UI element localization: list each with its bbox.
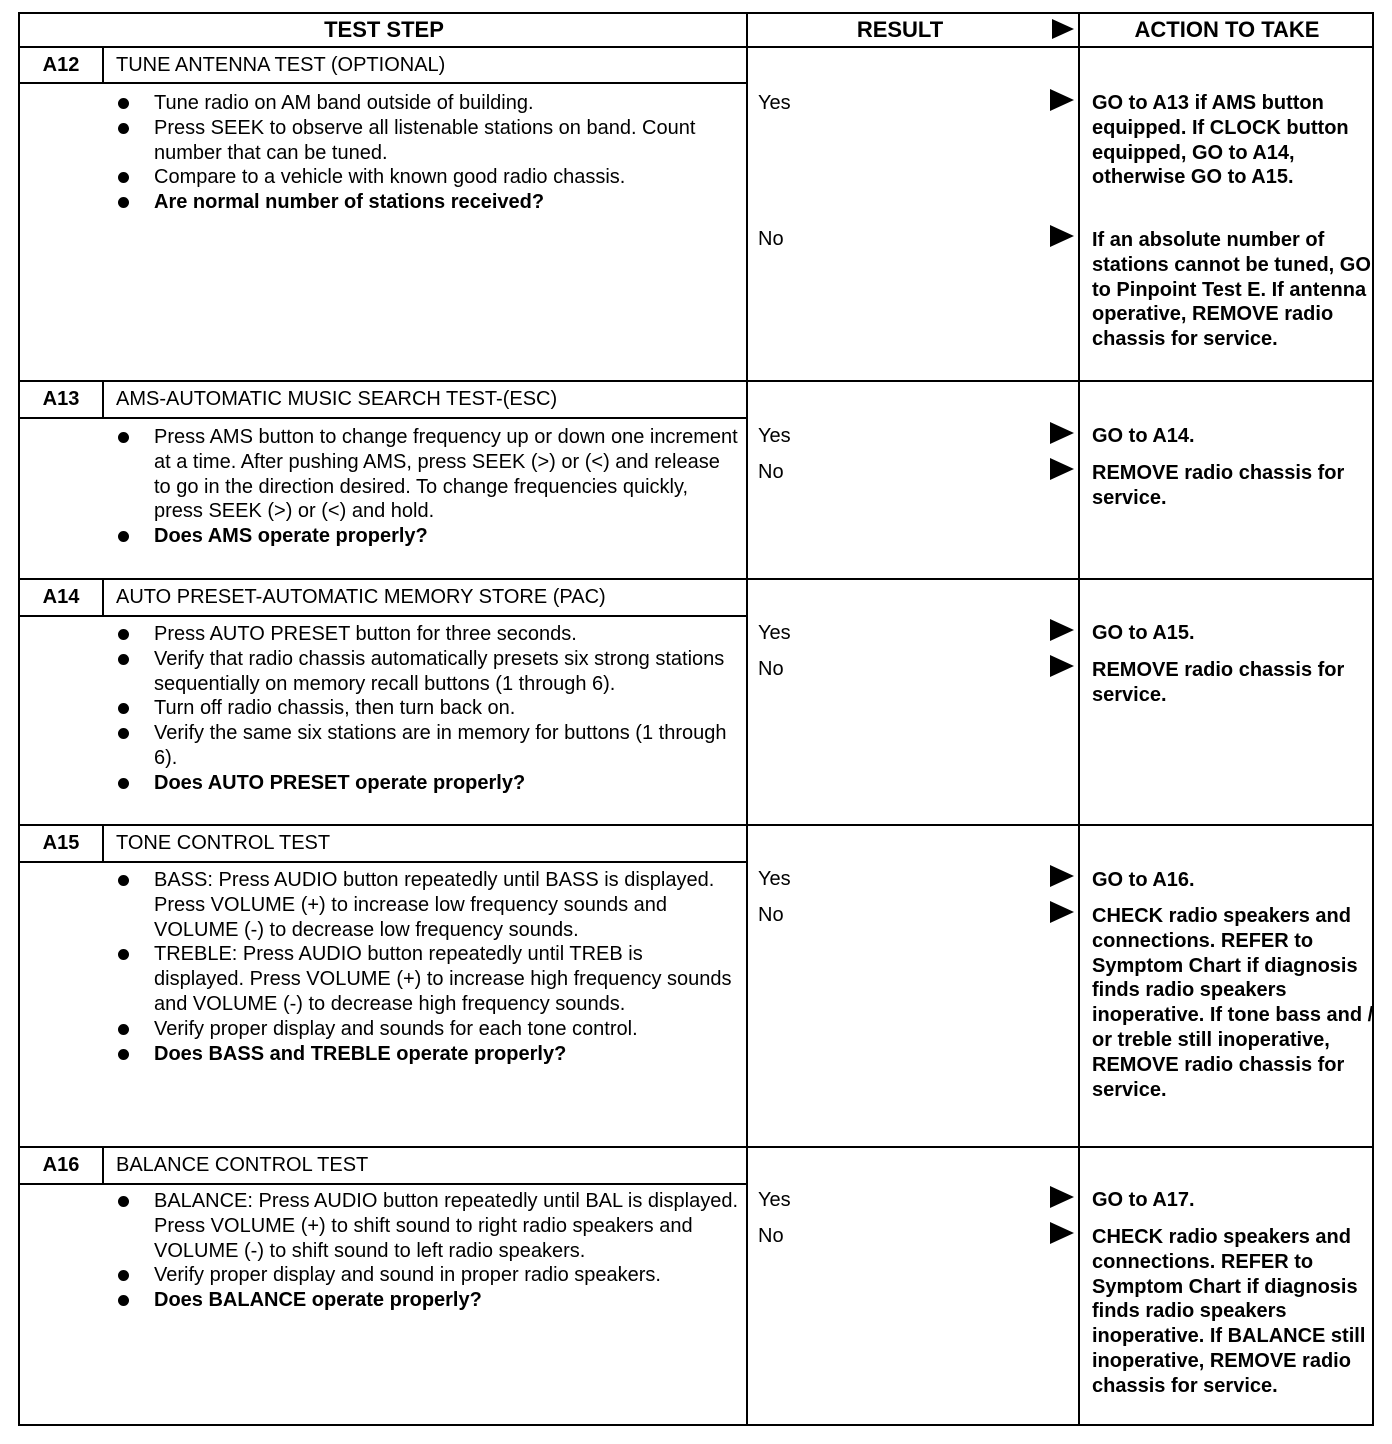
- step-id: A13: [42, 388, 80, 410]
- result-no: No: [758, 461, 784, 483]
- list-item: Verify the same six stations are in memory for buttons (1 through 6).: [108, 721, 738, 771]
- step-id-divider: [102, 46, 104, 84]
- arrow-right-icon: [1050, 901, 1074, 923]
- arrow-right-icon: [1050, 1222, 1074, 1244]
- action-yes: GO to A16.: [1092, 869, 1195, 891]
- step-id-divider: [102, 1148, 104, 1185]
- arrow-right-icon: [1050, 225, 1074, 247]
- bullet-icon: [118, 703, 129, 714]
- action-yes: GO to A13 if AMS button equipped. If CLOCK button equipped, GO to A14, otherwise GO to A15.: [1092, 92, 1349, 189]
- result-yes: Yes: [758, 868, 791, 890]
- question-item: Are normal number of stations received?: [108, 190, 738, 215]
- step-id-divider: [102, 580, 104, 617]
- action-yes: GO to A14.: [1092, 425, 1195, 447]
- header-test-step: TEST STEP: [324, 17, 444, 42]
- bullet-icon: [118, 778, 129, 789]
- bullet-icon: [118, 1196, 129, 1207]
- header-action: ACTION TO TAKE: [1134, 17, 1320, 42]
- action-yes: GO to A17.: [1092, 1189, 1195, 1211]
- title-rule: [20, 82, 748, 84]
- result-yes: Yes: [758, 425, 791, 447]
- bullet-icon: [118, 1295, 129, 1306]
- header-rule: [20, 46, 1372, 48]
- header-result: RESULT: [856, 17, 944, 42]
- bullet-icon: [118, 1024, 129, 1035]
- bullet-icon: [118, 172, 129, 183]
- step-id: A16: [42, 1154, 80, 1176]
- column-divider: [746, 14, 748, 1424]
- diagnostic-table: [18, 12, 1374, 1426]
- step-title: AUTO PRESET-AUTOMATIC MEMORY STORE (PAC): [116, 586, 606, 608]
- title-rule: [20, 417, 748, 419]
- row-rule: [20, 380, 1372, 382]
- arrow-right-icon: [1050, 619, 1074, 641]
- bullet-icon: [118, 949, 129, 960]
- step-id-divider: [102, 382, 104, 419]
- bullet-icon: [118, 98, 129, 109]
- result-yes: Yes: [758, 1189, 791, 1211]
- row-rule: [20, 578, 1372, 580]
- step-bullets: [108, 622, 738, 796]
- list-item: BASS: Press AUDIO button repeatedly until BASS is displayed. Press VOLUME (+) to increase low frequency sounds and VOLUME (-) to decrease low frequency sounds.: [108, 868, 738, 942]
- list-item: Turn off radio chassis, then turn back on.: [108, 696, 738, 721]
- step-title: TONE CONTROL TEST: [116, 832, 331, 854]
- title-rule: [20, 1183, 748, 1185]
- list-item: Verify proper display and sounds for each tone control.: [108, 1017, 738, 1042]
- question-item: Does BALANCE operate properly?: [108, 1288, 738, 1313]
- result-yes: Yes: [758, 622, 791, 644]
- question-item: Does AUTO PRESET operate properly?: [108, 771, 738, 796]
- column-divider: [1078, 14, 1080, 1424]
- step-bullets: [108, 91, 738, 215]
- action-no: REMOVE radio chassis for service.: [1092, 659, 1345, 706]
- step-bullets: [108, 1189, 738, 1313]
- list-item: Verify proper display and sound in proper radio speakers.: [108, 1263, 738, 1288]
- step-bullets: [108, 868, 738, 1066]
- list-item: Verify that radio chassis automatically presets six strong stations sequentially on memory recall buttons (1 through 6).: [108, 647, 738, 697]
- arrow-right-icon: [1050, 89, 1074, 111]
- bullet-icon: [118, 728, 129, 739]
- list-item: TREBLE: Press AUDIO button repeatedly until TREB is displayed. Press VOLUME (+) to increase high frequency sounds and VOLUME (-) to decrease high frequency sounds.: [108, 942, 738, 1016]
- list-item: Press SEEK to observe all listenable stations on band. Count number that can be tuned.: [108, 116, 738, 166]
- list-item: Press AUTO PRESET button for three seconds.: [108, 622, 738, 647]
- action-no: If an absolute number of stations cannot be tuned, GO to Pinpoint Test E. If antenna operative, REMOVE radio chassis for service.: [1092, 229, 1371, 351]
- step-id: A15: [42, 832, 80, 854]
- bullet-icon: [118, 1049, 129, 1060]
- list-item: BALANCE: Press AUDIO button repeatedly until BAL is displayed. Press VOLUME (+) to shift sound to right radio speakers and VOLUME (-) to shift sound to left radio speakers.: [108, 1189, 738, 1263]
- bullet-icon: [118, 629, 129, 640]
- title-rule: [20, 861, 748, 863]
- bullet-icon: [118, 123, 129, 134]
- step-id-divider: [102, 826, 104, 863]
- arrow-right-icon: [1050, 655, 1074, 677]
- step-title: AMS-AUTOMATIC MUSIC SEARCH TEST-(ESC): [116, 388, 558, 410]
- row-rule: [20, 824, 1372, 826]
- action-no: REMOVE radio chassis for service.: [1092, 462, 1345, 509]
- row-rule: [20, 1146, 1372, 1148]
- list-item: Tune radio on AM band outside of building.: [108, 91, 738, 116]
- action-no: CHECK radio speakers and connections. REFER to Symptom Chart if diagnosis finds radio speakers inoperative. If tone bass and / or treble still inoperative, REMOVE radio chassis for service.: [1092, 905, 1374, 1101]
- bullet-icon: [118, 432, 129, 443]
- header-arrow-icon: [1052, 19, 1074, 39]
- step-id: A12: [42, 54, 80, 76]
- bullet-icon: [118, 1270, 129, 1281]
- question-item: Does AMS operate properly?: [108, 524, 738, 549]
- list-item: Compare to a vehicle with known good radio chassis.: [108, 165, 738, 190]
- arrow-right-icon: [1050, 865, 1074, 887]
- step-title: TUNE ANTENNA TEST (OPTIONAL): [116, 54, 446, 76]
- action-no: CHECK radio speakers and connections. REFER to Symptom Chart if diagnosis finds radio speakers inoperative. If BALANCE still inoperative, REMOVE radio chassis for service.: [1092, 1226, 1366, 1397]
- result-no: No: [758, 658, 784, 680]
- result-no: No: [758, 904, 784, 926]
- arrow-right-icon: [1050, 422, 1074, 444]
- arrow-right-icon: [1050, 1186, 1074, 1208]
- bullet-icon: [118, 197, 129, 208]
- arrow-right-icon: [1050, 458, 1074, 480]
- question-item: Does BASS and TREBLE operate properly?: [108, 1042, 738, 1067]
- action-yes: GO to A15.: [1092, 622, 1195, 644]
- bullet-icon: [118, 654, 129, 665]
- step-bullets: [108, 425, 738, 549]
- step-title: BALANCE CONTROL TEST: [116, 1154, 369, 1176]
- bullet-icon: [118, 875, 129, 886]
- result-no: No: [758, 1225, 784, 1247]
- bullet-icon: [118, 531, 129, 542]
- step-id: A14: [42, 586, 80, 608]
- title-rule: [20, 615, 748, 617]
- result-no: No: [758, 228, 784, 250]
- list-item: Press AMS button to change frequency up or down one increment at a time. After pushing AMS, press SEEK (>) or (<) and release to go in the direction desired. To change frequencies quickly, press SEEK (>) or (<) and hold.: [108, 425, 738, 524]
- result-yes: Yes: [758, 92, 791, 114]
